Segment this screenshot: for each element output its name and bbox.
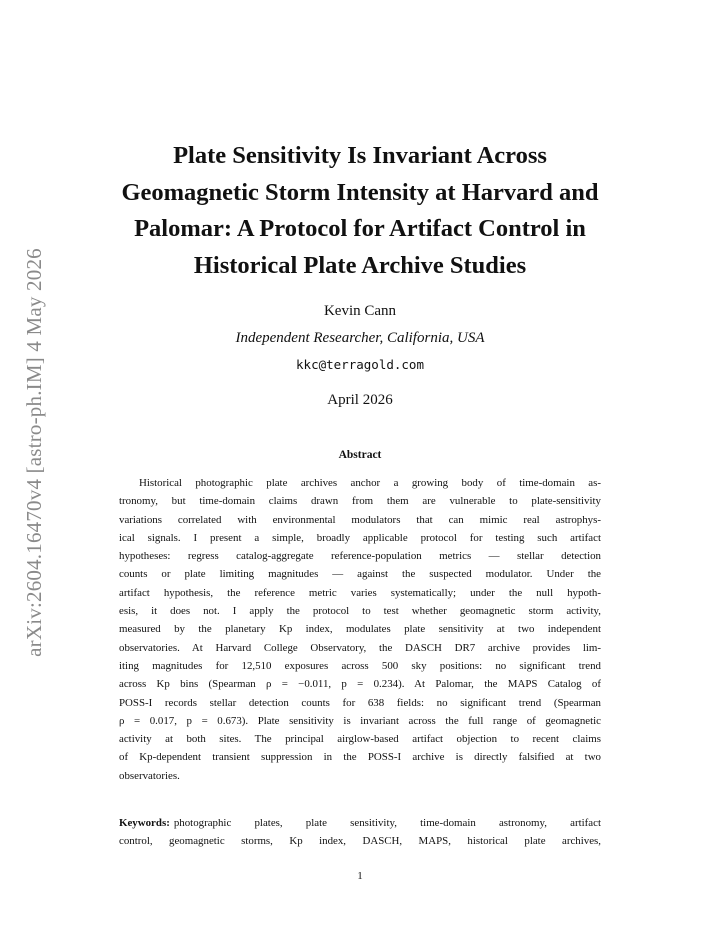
keywords-text: photographic plates, plate sensitivity, time-domain astronomy, artifact bbox=[173, 817, 601, 829]
keywords-line bbox=[119, 814, 601, 832]
abstract-line: ical signals. I present a simple, broadly applicable protocol for testing such artifact bbox=[119, 531, 601, 544]
title-line: Palomar: A Protocol for Artifact Control in bbox=[134, 215, 586, 242]
abstract-line: tronomy, but time-domain claims drawn from them are vulnerable to plate-sensitivity bbox=[119, 495, 601, 508]
keywords-label: Keywords: bbox=[119, 817, 170, 829]
abstract-line: ρ = 0.017, p = 0.673). Plate sensitivity is invariant across the full range of geomagnetic bbox=[119, 714, 601, 727]
keywords-line: control, geomagnetic storms, Kp index, DASCH, MAPS, historical plate archives, bbox=[119, 835, 601, 848]
abstract-line: observatories. bbox=[119, 769, 180, 782]
abstract-line: artifact hypothesis, the reference metric varies systematically; under the null hypoth- bbox=[119, 586, 601, 599]
abstract-line: hypotheses: regress catalog-aggregate reference-population metrics — stellar detection bbox=[119, 550, 601, 563]
paper-date: April 2026 bbox=[327, 392, 393, 408]
abstract-line: observatories. At Harvard College Observatory, the DASCH DR7 archive provides lim- bbox=[119, 641, 601, 654]
abstract-line: activity at both sites. The principal airglow-based artifact objection to recent claims bbox=[119, 733, 601, 746]
abstract-line: Historical photographic plate archives anchor a growing body of time-domain as- bbox=[139, 477, 601, 489]
arxiv-identifier: arXiv:2604.16470v4 [astro-ph.IM] 4 May 2026 bbox=[21, 247, 46, 657]
abstract-line: POSS-I records stellar detection counts for 638 fields: no significant trend (Spearman bbox=[119, 696, 601, 709]
abstract-line: across Kp bins (Spearman ρ = −0.011, p = 0.234). At Palomar, the MAPS Catalog of bbox=[119, 678, 601, 691]
abstract-body bbox=[119, 474, 601, 785]
title-line: Plate Sensitivity Is Invariant Across bbox=[173, 142, 547, 169]
page-number: 1 bbox=[357, 870, 363, 882]
abstract-line: variations correlated with environmental modulators that can mimic real astrophys- bbox=[119, 513, 601, 526]
abstract-line: iting magnitudes for 12,510 exposures across 500 sky positions: no significant trend bbox=[119, 659, 601, 672]
keywords-section bbox=[119, 814, 601, 851]
abstract-line: measured by the planetary Kp index, modulates plate sensitivity at two independent bbox=[119, 623, 601, 636]
title-line: Historical Plate Archive Studies bbox=[193, 251, 527, 279]
title-line: Geomagnetic Storm Intensity at Harvard and bbox=[121, 178, 599, 206]
abstract-line: counts or plate limiting magnitudes — against the suspected modulator. Under the bbox=[119, 568, 601, 581]
author-affiliation: Independent Researcher, California, USA bbox=[235, 330, 485, 346]
paper-title bbox=[80, 138, 640, 284]
author-name: Kevin Cann bbox=[323, 303, 397, 319]
author-email[interactable]: kkc@terragold.com bbox=[296, 357, 424, 372]
abstract-line: of Kp-dependent transient suppression in the POSS-I archive is directly falsified at two bbox=[119, 751, 601, 764]
abstract-heading: Abstract bbox=[338, 449, 382, 461]
abstract-line: esis, it does not. I apply the protocol to test whether geomagnetic storm activity, bbox=[119, 605, 601, 618]
arxiv-sidebar-stamp bbox=[14, 236, 54, 668]
